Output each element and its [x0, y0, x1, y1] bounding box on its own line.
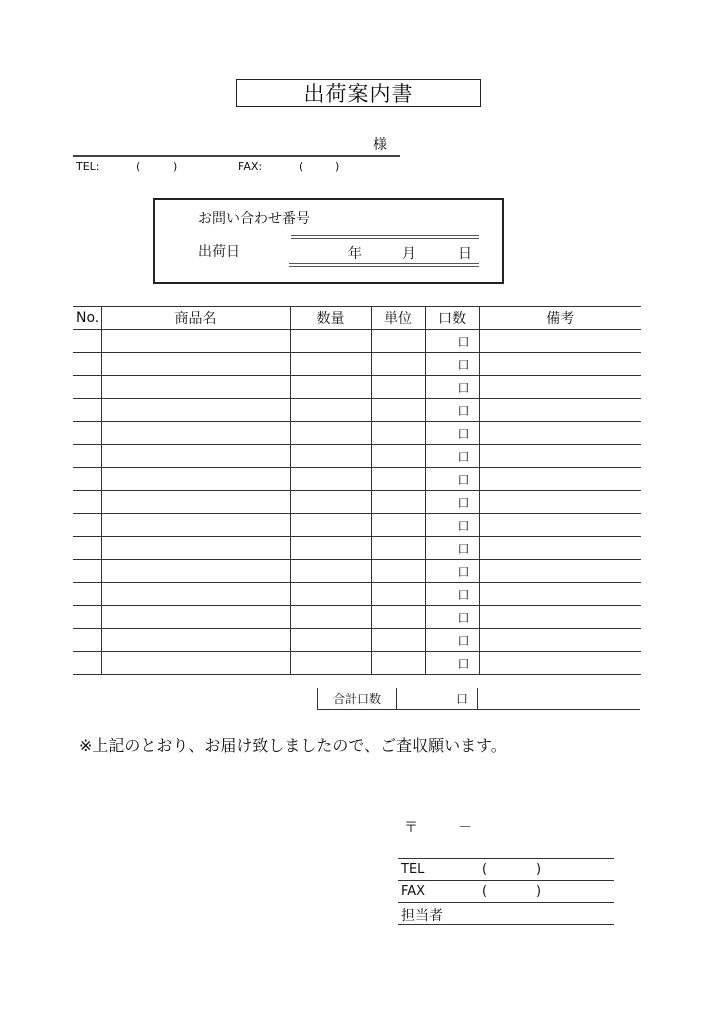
day-label: 日 [458, 246, 472, 262]
cell-no[interactable] [73, 376, 101, 399]
recipient-tel-paren-close: ) [173, 160, 178, 173]
cell-product[interactable] [101, 399, 290, 422]
table-row [73, 422, 641, 445]
recipient-suffix: 様 [373, 137, 387, 153]
table-row [73, 330, 641, 353]
sender-fax-label: FAX [401, 884, 426, 899]
cell-packages[interactable]: 口 [425, 491, 479, 514]
sender-person-label: 担当者 [401, 908, 443, 924]
ship-date-label: 出荷日 [198, 244, 240, 260]
delivery-notice: ※上記のとおり、お届け致しましたので、ご査収願います。 [79, 736, 507, 755]
recipient-fax-paren-close: ) [335, 160, 340, 173]
cell-no[interactable] [73, 583, 101, 606]
cell-packages[interactable]: 口 [425, 353, 479, 376]
cell-no[interactable] [73, 537, 101, 560]
recipient-tel-label: TEL: [76, 160, 100, 173]
table-row [73, 399, 641, 422]
cell-unit[interactable] [371, 491, 425, 514]
cell-product[interactable] [101, 468, 290, 491]
table-body [73, 330, 641, 675]
sender-fax-paren-open: ( [482, 884, 488, 899]
cell-quantity[interactable] [290, 353, 371, 376]
month-label: 月 [402, 246, 416, 262]
sender-fax-line[interactable] [398, 902, 614, 903]
table-row [73, 445, 641, 468]
cell-product[interactable] [101, 652, 290, 675]
cell-unit[interactable] [371, 353, 425, 376]
sender-tel-paren-close: ) [536, 862, 542, 877]
cell-product[interactable] [101, 560, 290, 583]
cell-product[interactable] [101, 422, 290, 445]
cell-unit[interactable] [371, 537, 425, 560]
cell-packages[interactable]: 口 [425, 606, 479, 629]
postal-dash: － [458, 820, 472, 836]
cell-no[interactable] [73, 445, 101, 468]
cell-remarks[interactable] [479, 399, 641, 422]
cell-quantity[interactable] [290, 491, 371, 514]
document-title-text: 出荷案内書 [303, 82, 414, 106]
ship-date-line[interactable] [289, 263, 479, 267]
table-row [73, 652, 641, 675]
cell-unit[interactable] [371, 468, 425, 491]
document-title [236, 79, 481, 107]
cell-remarks[interactable] [479, 537, 641, 560]
total-remarks-cell[interactable] [478, 688, 640, 710]
cell-packages[interactable]: 口 [425, 468, 479, 491]
inquiry-number-label: お問い合わせ番号 [198, 211, 310, 227]
cell-quantity[interactable] [290, 560, 371, 583]
cell-product[interactable] [101, 445, 290, 468]
cell-remarks[interactable] [479, 652, 641, 675]
cell-quantity[interactable] [290, 514, 371, 537]
cell-quantity[interactable] [290, 606, 371, 629]
cell-no[interactable] [73, 560, 101, 583]
items-table [73, 306, 641, 675]
table-row [73, 491, 641, 514]
cell-packages[interactable]: 口 [425, 537, 479, 560]
year-label: 年 [348, 246, 362, 262]
cell-unit[interactable] [371, 606, 425, 629]
cell-packages[interactable]: 口 [425, 399, 479, 422]
cell-packages[interactable]: 口 [425, 514, 479, 537]
cell-no[interactable] [73, 514, 101, 537]
cell-remarks[interactable] [479, 606, 641, 629]
cell-quantity[interactable] [290, 537, 371, 560]
header-remarks: 備考 [479, 307, 641, 330]
cell-no[interactable] [73, 652, 101, 675]
cell-unit[interactable] [371, 422, 425, 445]
cell-product[interactable] [101, 583, 290, 606]
cell-no[interactable] [73, 422, 101, 445]
table-header-row [73, 307, 641, 330]
cell-packages[interactable]: 口 [425, 652, 479, 675]
cell-packages[interactable]: 口 [425, 583, 479, 606]
cell-unit[interactable] [371, 376, 425, 399]
cell-no[interactable] [73, 399, 101, 422]
cell-remarks[interactable] [479, 445, 641, 468]
cell-remarks[interactable] [479, 468, 641, 491]
cell-unit[interactable] [371, 330, 425, 353]
cell-remarks[interactable] [479, 629, 641, 652]
cell-no[interactable] [73, 606, 101, 629]
cell-product[interactable] [101, 330, 290, 353]
cell-no[interactable] [73, 629, 101, 652]
cell-packages[interactable]: 口 [425, 376, 479, 399]
table-row [73, 468, 641, 491]
cell-quantity[interactable] [290, 422, 371, 445]
cell-packages[interactable]: 口 [425, 422, 479, 445]
cell-quantity[interactable] [290, 652, 371, 675]
cell-remarks[interactable] [479, 514, 641, 537]
cell-product[interactable] [101, 376, 290, 399]
cell-packages[interactable]: 口 [425, 445, 479, 468]
sender-tel-paren-open: ( [482, 862, 488, 877]
recipient-fax-paren-open: ( [299, 160, 304, 173]
cell-product[interactable] [101, 537, 290, 560]
sender-tel-line[interactable] [398, 880, 614, 881]
header-product: 商品名 [101, 307, 290, 330]
cell-unit[interactable] [371, 583, 425, 606]
recipient-fax-label: FAX: [238, 160, 263, 173]
table-row [73, 376, 641, 399]
cell-unit[interactable] [371, 514, 425, 537]
header-unit: 単位 [371, 307, 425, 330]
cell-quantity[interactable] [290, 376, 371, 399]
total-packages-value[interactable]: 口 [397, 688, 478, 710]
table-row [73, 537, 641, 560]
cell-unit[interactable] [371, 399, 425, 422]
table-row [73, 514, 641, 537]
cell-quantity[interactable] [290, 399, 371, 422]
cell-quantity[interactable] [290, 330, 371, 353]
cell-remarks[interactable] [479, 353, 641, 376]
cell-remarks[interactable] [479, 422, 641, 445]
table-row [73, 583, 641, 606]
header-no: No. [73, 307, 101, 330]
table-row [73, 629, 641, 652]
cell-quantity[interactable] [290, 445, 371, 468]
total-packages-label: 合計口数 [317, 688, 397, 710]
cell-no[interactable] [73, 353, 101, 376]
recipient-name-line[interactable] [73, 155, 400, 157]
total-row [317, 688, 640, 710]
cell-product[interactable] [101, 629, 290, 652]
cell-quantity[interactable] [290, 468, 371, 491]
cell-unit[interactable] [371, 652, 425, 675]
cell-remarks[interactable] [479, 330, 641, 353]
cell-remarks[interactable] [479, 583, 641, 606]
cell-packages[interactable]: 口 [425, 330, 479, 353]
cell-remarks[interactable] [479, 491, 641, 514]
cell-unit[interactable] [371, 560, 425, 583]
recipient-tel-paren-open: ( [136, 160, 141, 173]
cell-unit[interactable] [371, 445, 425, 468]
postal-mark: 〒 [404, 820, 418, 836]
sender-tel-label: TEL [401, 862, 425, 877]
cell-product[interactable] [101, 606, 290, 629]
cell-packages[interactable]: 口 [425, 629, 479, 652]
cell-no[interactable] [73, 330, 101, 353]
table-row [73, 606, 641, 629]
cell-product[interactable] [101, 353, 290, 376]
sender-person-line[interactable] [398, 924, 614, 925]
table-row [73, 560, 641, 583]
cell-packages[interactable]: 口 [425, 560, 479, 583]
cell-product[interactable] [101, 514, 290, 537]
cell-quantity[interactable] [290, 629, 371, 652]
cell-unit[interactable] [371, 629, 425, 652]
cell-no[interactable] [73, 468, 101, 491]
cell-no[interactable] [73, 491, 101, 514]
cell-product[interactable] [101, 491, 290, 514]
header-packages: 口数 [425, 307, 479, 330]
cell-quantity[interactable] [290, 583, 371, 606]
header-quantity: 数量 [290, 307, 371, 330]
inquiry-number-line[interactable] [291, 235, 479, 239]
sender-address-line[interactable] [398, 858, 614, 859]
sender-fax-paren-close: ) [536, 884, 542, 899]
cell-remarks[interactable] [479, 376, 641, 399]
shipment-info-box [153, 198, 504, 284]
cell-remarks[interactable] [479, 560, 641, 583]
table-row [73, 353, 641, 376]
